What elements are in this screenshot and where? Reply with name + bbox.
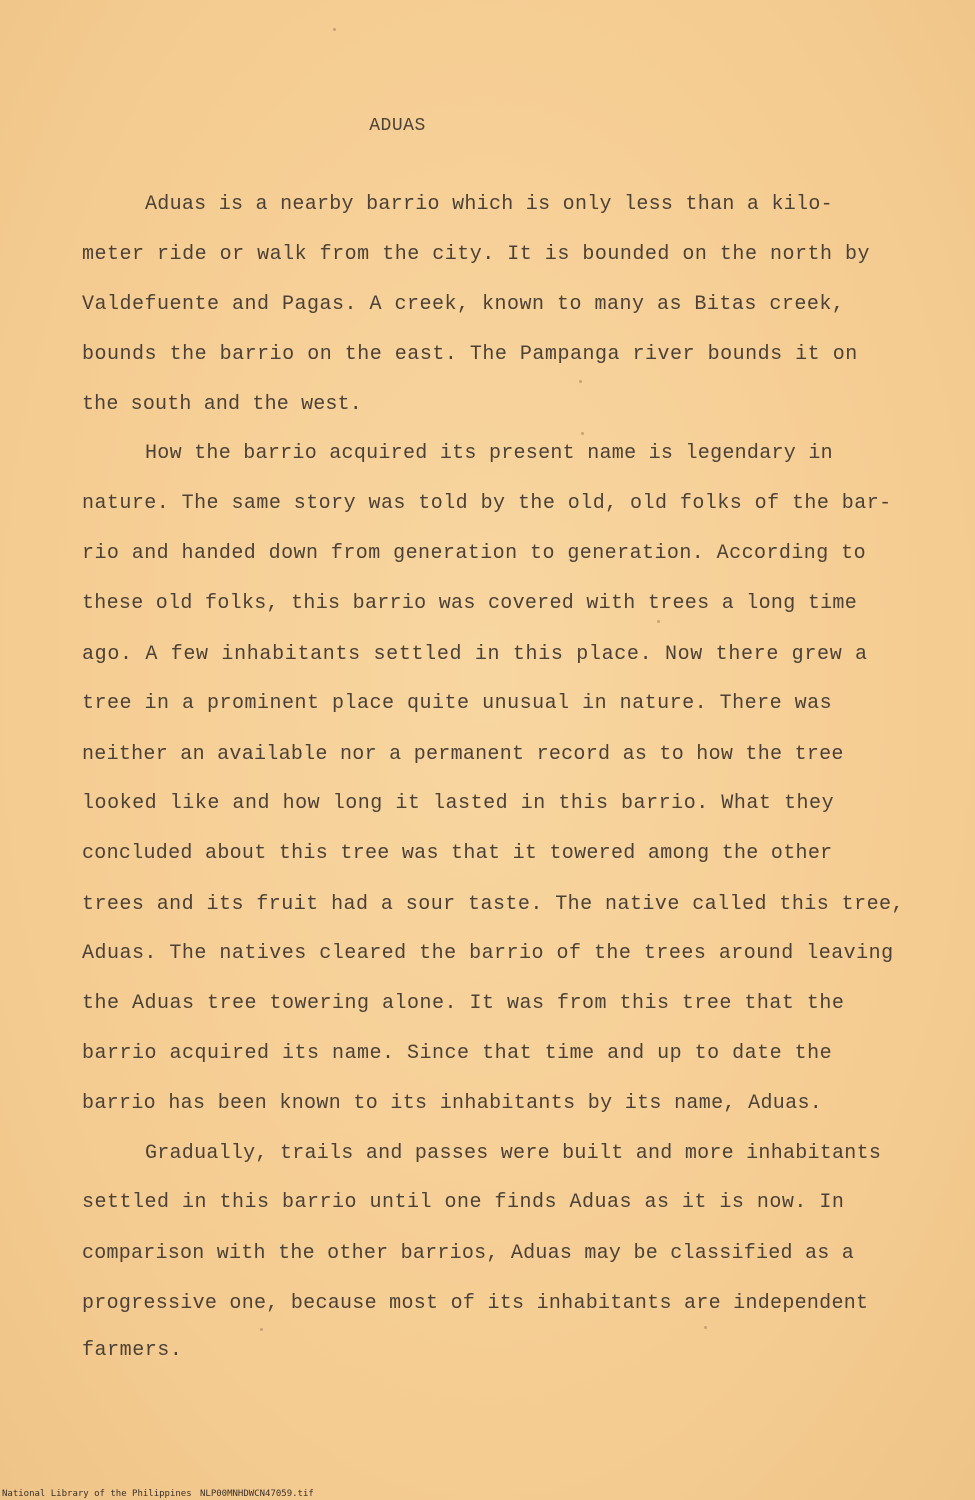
text-line: How the barrio acquired its present name is legendary in [145, 442, 833, 465]
footer-source: National Library of the Philippines [2, 1489, 192, 1499]
paper-speck [657, 620, 660, 623]
text-line: tree in a prominent place quite unusual in nature. There was [82, 692, 833, 715]
text-line: concluded about this tree was that it towered among the other [82, 842, 833, 865]
text-line: Gradually, trails and passes were built and more inhabitants [145, 1142, 882, 1165]
paper-speck [581, 432, 584, 435]
text-line: neither an available nor a permanent record as to how the tree [82, 743, 844, 766]
text-line: barrio has been known to its inhabitants by its name, Aduas. [82, 1092, 823, 1115]
document-title: ADUAS [369, 116, 426, 136]
text-line: bounds the barrio on the east. The Pampanga river bounds it on [82, 343, 858, 366]
text-line: trees and its fruit had a sour taste. The native called this tree, [82, 893, 904, 916]
text-line: nature. The same story was told by the old, old folks of the bar- [82, 492, 892, 515]
text-line: rio and handed down from generation to generation. According to [82, 542, 867, 565]
text-line: barrio acquired its name. Since that time and up to date the [82, 1042, 833, 1065]
text-line: Aduas is a nearby barrio which is only less than a kilo- [145, 193, 833, 216]
paper-speck [579, 380, 582, 383]
text-line: Aduas. The natives cleared the barrio of the trees around leaving [82, 942, 894, 965]
text-line: looked like and how long it lasted in this barrio. What they [82, 792, 835, 815]
text-line: the south and the west. [82, 393, 362, 416]
paper-speck [333, 28, 336, 31]
footer-file-id: NLP00MNHDWCN47059.tif [200, 1489, 314, 1499]
text-line: meter ride or walk from the city. It is bounded on the north by [82, 243, 871, 266]
text-line: progressive one, because most of its inhabitants are independent [82, 1292, 869, 1315]
text-line: ago. A few inhabitants settled in this place. Now there grew a [82, 643, 868, 666]
paper-speck [704, 1326, 707, 1329]
text-line: comparison with the other barrios, Aduas may be classified as a [82, 1242, 855, 1265]
text-line: farmers. [82, 1339, 183, 1362]
text-line: these old folks, this barrio was covered with trees a long time [82, 592, 858, 615]
paper-speck [260, 1328, 263, 1331]
text-line: settled in this barrio until one finds Aduas as it is now. In [82, 1191, 845, 1214]
text-line: the Aduas tree towering alone. It was from this tree that the [82, 992, 845, 1015]
text-line: Valdefuente and Pagas. A creek, known to many as Bitas creek, [82, 293, 845, 316]
